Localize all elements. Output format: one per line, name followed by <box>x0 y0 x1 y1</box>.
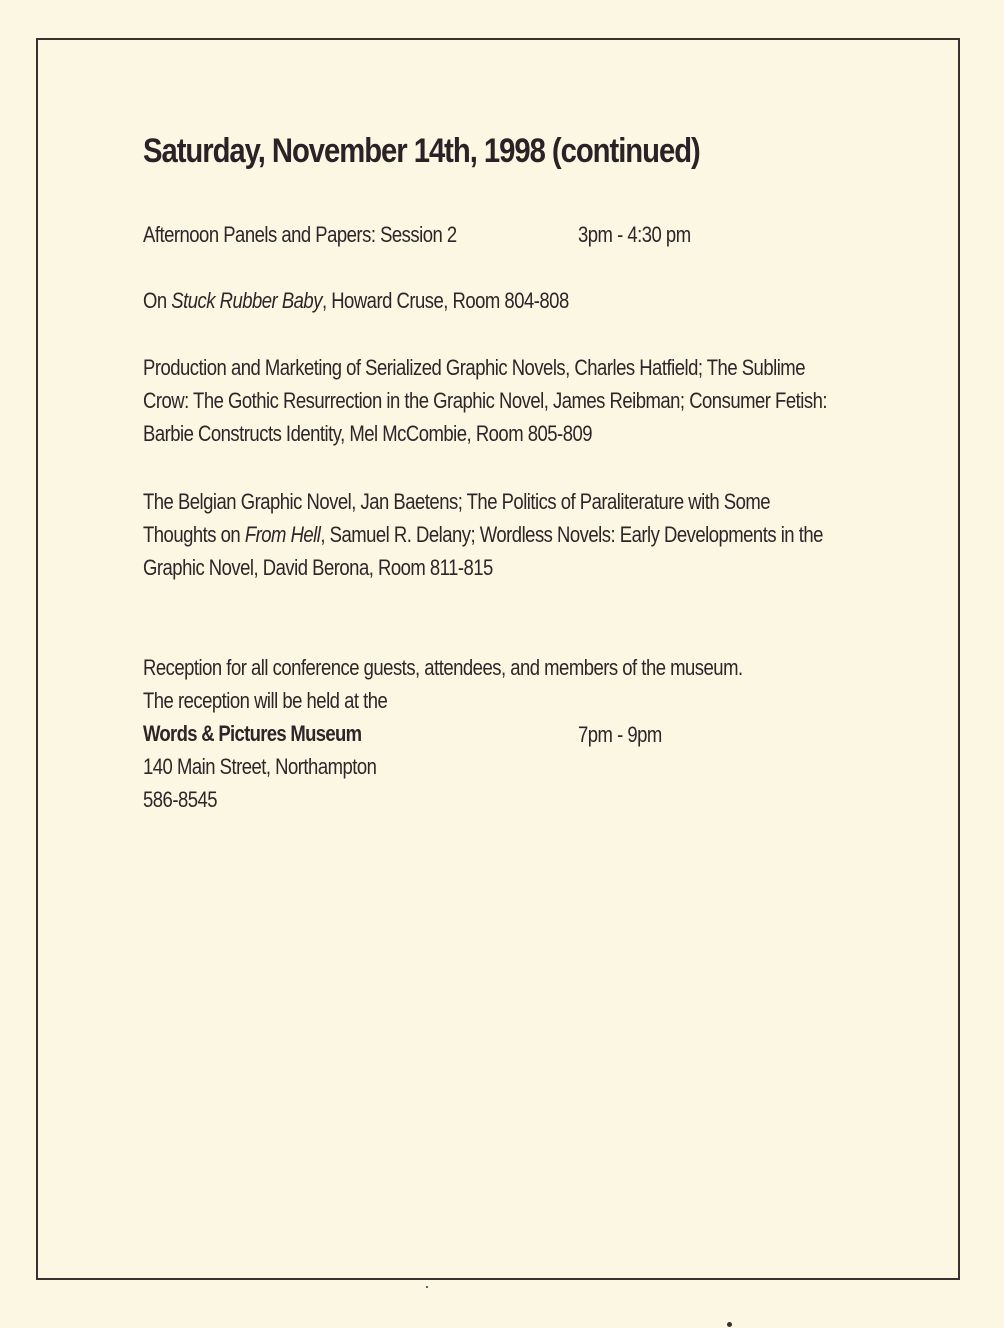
reception-line-1: Reception for all conference guests, attendees, and members of the museum. <box>143 655 743 680</box>
panel-2-line-3: Barbie Constructs Identity, Mel McCombie, Room 805-809 <box>143 421 593 446</box>
session-time: 3pm - 4:30 pm <box>578 222 691 247</box>
panel-3-line-2-rest: , Samuel R. Delany; Wordless Novels: Early Developments in the <box>320 522 823 547</box>
reception-phone: 586-8545 <box>143 787 218 812</box>
paper-speck <box>727 1322 732 1327</box>
panel-2-line-1: Production and Marketing of Serialized Graphic Novels, Charles Hatfield; The Sublime <box>143 355 805 380</box>
page-title: Saturday, November 14th, 1998 (continued) <box>143 132 700 170</box>
panel-3-line-2 <box>143 522 823 548</box>
panel-3-line-1: The Belgian Graphic Novel, Jan Baetens; The Politics of Paraliterature with Some <box>143 489 771 514</box>
session-title: Afternoon Panels and Papers: Session 2 <box>143 222 457 247</box>
reception-venue: Words & Pictures Museum <box>143 721 362 746</box>
panel-3-line-2-title: From Hell <box>244 522 321 547</box>
panel-1-title: Stuck Rubber Baby <box>171 288 322 313</box>
panel-3-line-3: Graphic Novel, David Berona, Room 811-815 <box>143 555 493 580</box>
panel-1-prefix: On <box>143 288 172 313</box>
panel-2-line-2: Crow: The Gothic Resurrection in the Graphic Novel, James Reibman; Consumer Fetish: <box>143 388 827 413</box>
reception-address: 140 Main Street, Northampton <box>143 754 377 779</box>
panel-3-line-2-prefix: Thoughts on <box>143 522 245 547</box>
panel-1 <box>143 288 569 314</box>
reception-time: 7pm - 9pm <box>578 722 662 747</box>
reception-line-2: The reception will be held at the <box>143 688 388 713</box>
panel-1-rest: , Howard Cruse, Room 804-808 <box>321 288 569 313</box>
paper-speck <box>426 1286 428 1288</box>
